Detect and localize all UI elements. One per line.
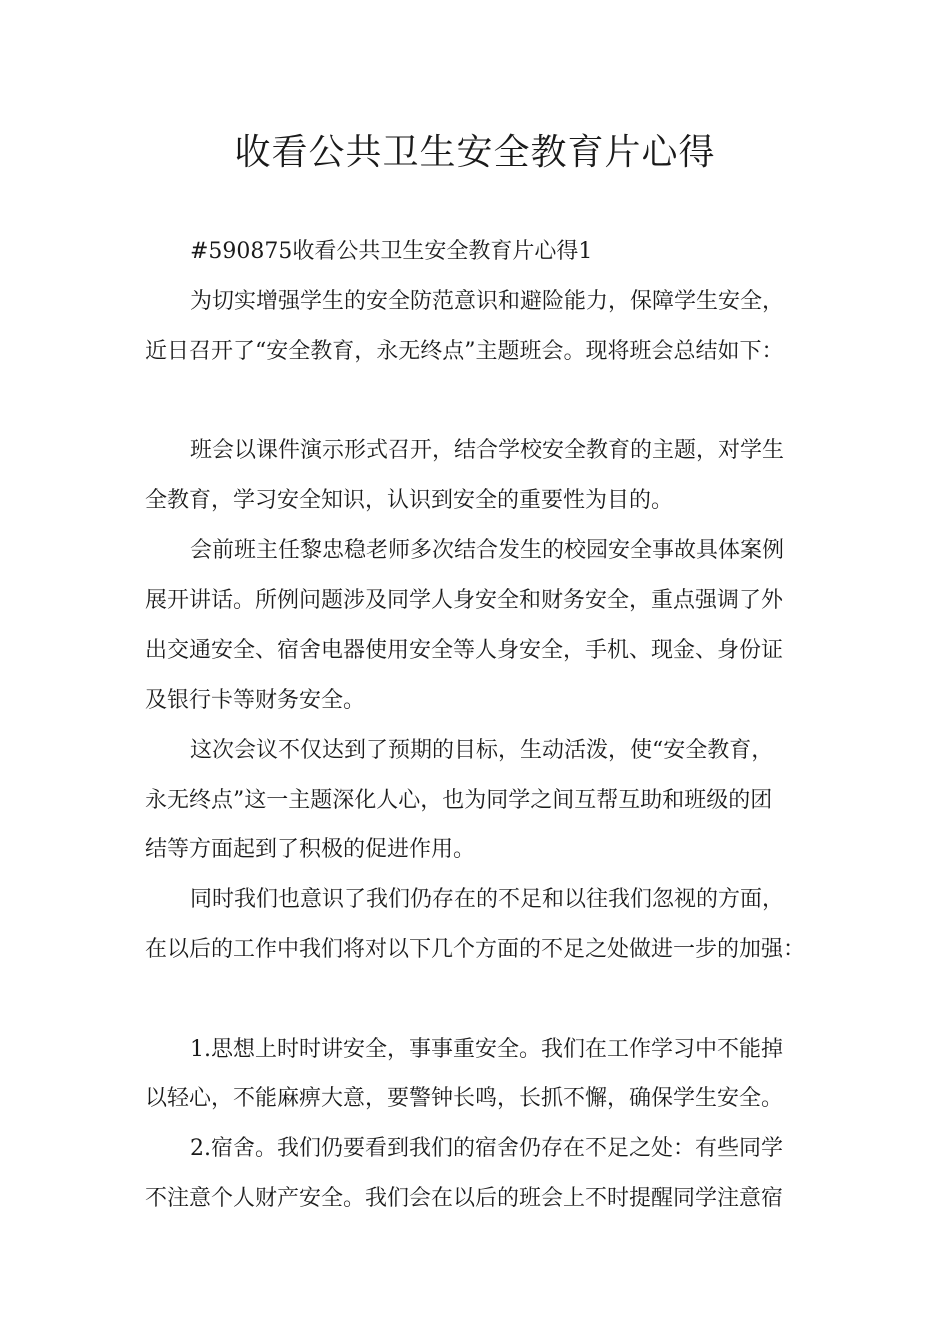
doc-line: 近日召开了“安全教育，永无终点”主题班会。现将班会总结如下： <box>145 339 784 364</box>
doc-line: 1.思想上时时讲安全，事事重安全。我们在工作学习中不能掉 <box>190 1037 783 1062</box>
doc-line: 全教育，学习安全知识，认识到安全的重要性为目的。 <box>145 488 674 513</box>
doc-line: 不注意个人财产安全。我们会在以后的班会上不时提醒同学注意宿 <box>145 1186 784 1211</box>
doc-line: 这次会议不仅达到了预期的目标，生动活泼，使“安全教育， <box>190 738 774 763</box>
doc-line: 班会以课件演示形式召开，结合学校安全教育的主题，对学生 <box>190 438 785 463</box>
document-title: 收看公共卫生安全教育片心得 <box>234 132 716 173</box>
doc-line: 以轻心，不能麻痹大意，要警钟长鸣，长抓不懈，确保学生安全。 <box>145 1086 784 1111</box>
doc-line: 在以后的工作中我们将对以下几个方面的不足之处做进一步的加强： <box>145 937 806 962</box>
doc-line: 展开讲话。所例问题涉及同学人身安全和财务安全，重点强调了外 <box>145 588 784 613</box>
doc-line: 永无终点”这一主题深化人心，也为同学之间互帮互助和班级的团 <box>145 788 773 813</box>
doc-line-heading: #590875收看公共卫生安全教育片心得1 <box>190 239 593 264</box>
doc-line: 及银行卡等财务安全。 <box>145 688 366 713</box>
doc-line: 为切实增强学生的安全防范意识和避险能力，保障学生安全， <box>190 289 785 314</box>
doc-line: 出交通安全、宿舍电器使用安全等人身安全，手机、现金、身份证 <box>145 638 784 663</box>
doc-line: 会前班主任黎忠稳老师多次结合发生的校园安全事故具体案例 <box>190 538 785 563</box>
doc-line: 同时我们也意识了我们仍存在的不足和以往我们忽视的方面， <box>190 887 785 912</box>
doc-line: 2.宿舍。我们仍要看到我们的宿舍仍存在不足之处：有些同学 <box>190 1136 783 1161</box>
doc-line: 结等方面起到了积极的促进作用。 <box>145 837 476 862</box>
